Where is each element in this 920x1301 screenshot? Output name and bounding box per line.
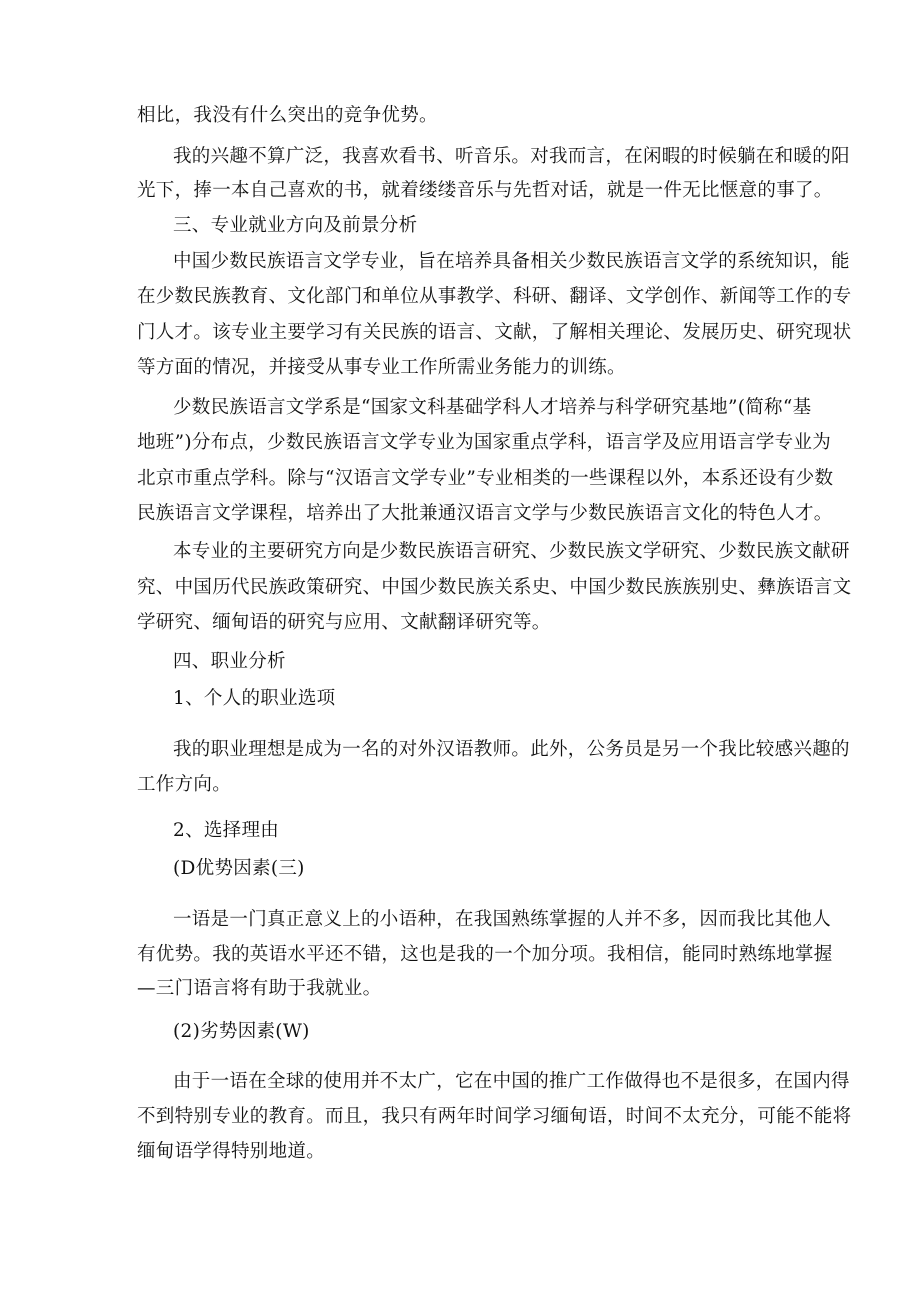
subsection-heading: (D优势因素(三) — [173, 858, 305, 879]
text-line: 门人才。该专业主要学习有关民族的语言、文献，了解相关理论、发展历史、研究现状 — [137, 322, 852, 343]
text-line: 北京市重点学科。除与“汉语言文学专业”专业相类的一些课程以外，本系还设有少数 — [137, 468, 834, 489]
subsection-heading: 1、个人的职业选项 — [173, 688, 336, 709]
text-line: 学研究、缅甸语的研究与应用、文献翻译研究等。 — [137, 612, 551, 633]
text-line: 缅甸语学得特别地道。 — [137, 1141, 326, 1162]
paragraph-first-line: 我的兴趣不算广泛，我喜欢看书、听音乐。对我而言，在闲暇的时候躺在和暖的阳 — [173, 146, 850, 167]
text-line: 工作方向。 — [137, 774, 232, 795]
text-line: —三门语言将有助于我就业。 — [137, 978, 382, 999]
text-line: 光下，捧一本自己喜欢的书，就着缕缕音乐与先哲对话，就是一件无比惬意的事了。 — [137, 180, 833, 201]
text-line: 不到特别专业的教育。而且，我只有两年时间学习缅甸语，时间不太充分，可能不能将 — [137, 1106, 852, 1127]
paragraph-first-line: 一语是一门真正意义上的小语种，在我国熟练掌握的人并不多，因而我比其他人 — [173, 909, 832, 930]
subsection-heading: (2)劣势因素(W) — [173, 1021, 310, 1042]
text-line: 究、中国历代民族政策研究、中国少数民族关系史、中国少数民族族别史、彝族语言文 — [137, 577, 852, 598]
paragraph-first-line: 本专业的主要研究方向是少数民族语言研究、少数民族文学研究、少数民族文献研 — [173, 541, 850, 562]
subsection-heading: 2、选择理由 — [173, 820, 280, 841]
paragraph-first-line: 我的职业理想是成为一名的对外汉语教师。此外，公务员是另一个我比较感兴趣的 — [173, 739, 850, 760]
text-line: 在少数民族教育、文化部门和单位从事教学、科研、翻译、文学创作、新闻等工作的专 — [137, 286, 852, 307]
section-heading: 四、职业分析 — [173, 651, 286, 672]
text-line: 等方面的情况，并接受从事专业工作所需业务能力的训练。 — [137, 357, 626, 378]
paragraph-first-line: 中国少数民族语言文学专业，旨在培养具备相关少数民族语言文学的系统知识，能 — [173, 251, 850, 272]
text-line: 民族语言文学课程，培养出了大批兼通汉语言文学与少数民族语言文化的特色人才。 — [137, 503, 833, 524]
text-line: 地班”)分布点，少数民族语言文学专业为国家重点学科，语言学及应用语言学专业为 — [137, 432, 832, 453]
section-heading: 三、专业就业方向及前景分析 — [173, 215, 418, 236]
paragraph-first-line: 由于一语在全球的使用并不太广，它在中国的推广工作做得也不是很多，在国内得 — [173, 1071, 850, 1092]
paragraph-first-line: 少数民族语言文学系是“国家文科基础学科人才培养与科学研究基地”(简称“基 — [173, 397, 812, 418]
text-line: 相比，我没有什么突出的竞争优势。 — [137, 105, 438, 126]
text-line: 有优势。我的英语水平还不错，这也是我的一个加分项。我相信，能同时熟练地掌握 — [137, 944, 833, 965]
